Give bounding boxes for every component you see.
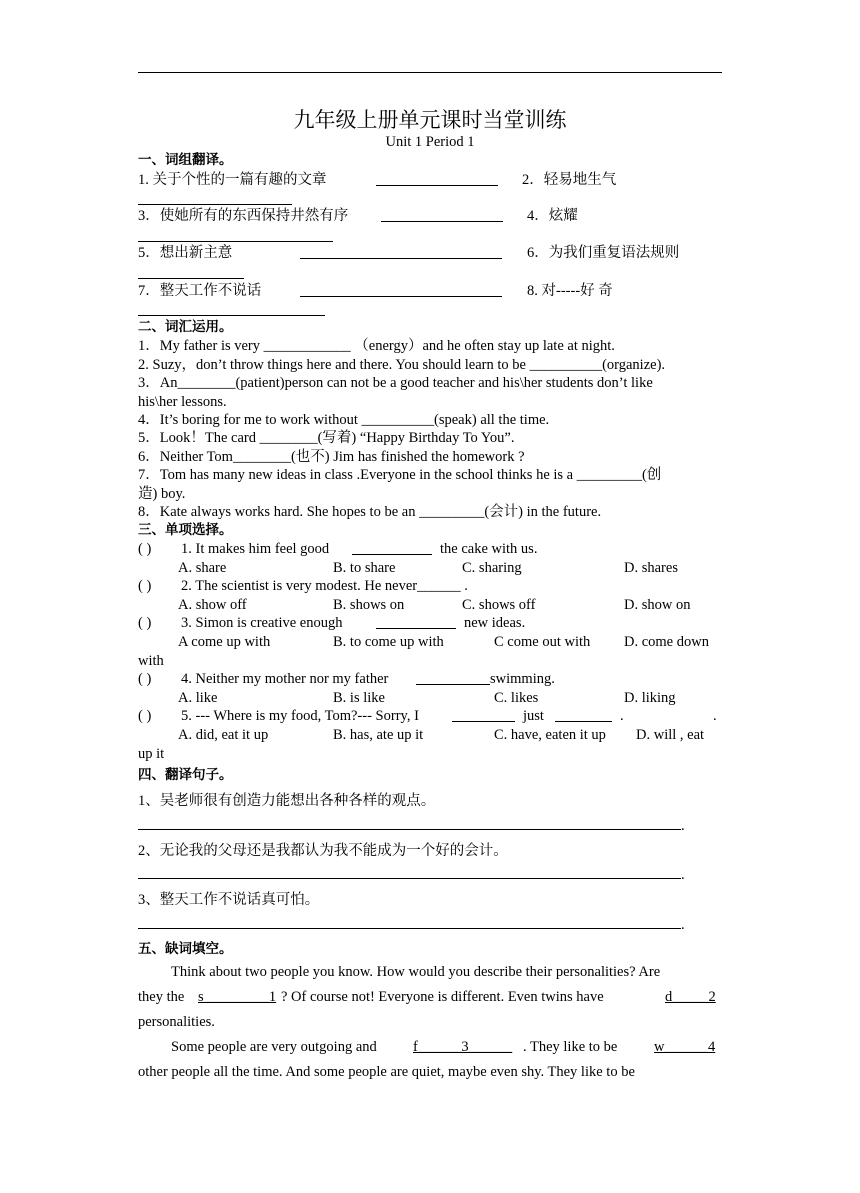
section5-heading: 五、缺词填空。 [138, 941, 233, 957]
answer-paren[interactable]: ( ) [138, 578, 152, 594]
cloze-blank-4[interactable]: w______4 [654, 1039, 716, 1055]
translate-answer-line-2[interactable] [138, 878, 681, 879]
option-c[interactable]: C. likes [494, 690, 539, 706]
answer-paren[interactable]: ( ) [138, 541, 152, 557]
section4-heading: 四、翻译句子。 [138, 767, 233, 783]
option-b[interactable]: B. shows on [333, 597, 405, 613]
translate-item-2: 2、无论我的父母还是我都认为我不能成为一个好的会计。 [138, 843, 508, 859]
page-title: 九年级上册单元课时当堂训练 [293, 108, 567, 132]
question-stem: 2. The scientist is very modest. He never______ . [181, 578, 468, 594]
option-d[interactable]: D. show on [624, 597, 691, 613]
vocab-line: 7．Tom has many new ideas in class .Everyone in the school thinks he is a _________(创 [138, 467, 662, 483]
question-stem: 4. Neither my mother nor my father [181, 671, 389, 687]
answer-blank-3[interactable] [381, 207, 503, 222]
vocab-line: 3．An________(patient)person can not be a good teacher and his\her students don’t like [138, 375, 653, 391]
question-stem: 1. It makes him feel good [181, 541, 330, 557]
option-b[interactable]: B. to share [333, 560, 396, 576]
answer-blank-6[interactable] [138, 264, 244, 279]
translate-answer-line-3[interactable] [138, 928, 681, 929]
cloze-line: other people all the time. And some people are quiet, maybe even shy. They like to be [138, 1064, 635, 1080]
vocab-line: 5．Look！The card ________(写着) “Happy Birthday To You”. [138, 430, 515, 446]
question-stem: 5. --- Where is my food, Tom?--- Sorry, I [181, 708, 419, 724]
question-blank [416, 670, 490, 685]
vocab-line: 1．My father is very ____________ （energy）and he often stay up late at night. [138, 338, 615, 354]
question-stem: . [620, 708, 624, 724]
option-d[interactable]: D. liking [624, 690, 676, 706]
line-end-period: . [681, 818, 685, 834]
cloze-blank-3[interactable]: f______3______ [413, 1039, 513, 1055]
option-a[interactable]: A come up with [178, 634, 271, 650]
vocab-line: his\her lessons. [138, 394, 227, 410]
question-stem: just [523, 708, 544, 724]
answer-blank-4[interactable] [138, 227, 333, 242]
answer-blank-8[interactable] [138, 301, 325, 316]
translate-item-1: 1、吴老师很有创造力能想出各种各样的观点。 [138, 793, 436, 809]
answer-paren[interactable]: ( ) [138, 615, 152, 631]
header-rule [138, 72, 722, 73]
section3-heading: 三、单项选择。 [138, 522, 233, 538]
question-stem: 3. Simon is creative enough [181, 615, 343, 631]
option-c[interactable]: C. sharing [462, 560, 522, 576]
cloze-text: Some people are very outgoing and [171, 1039, 377, 1055]
cloze-text: personalities. [138, 1014, 215, 1030]
option-wrap: with [138, 653, 164, 669]
cloze-blank-2[interactable]: d_____2 [665, 989, 716, 1005]
line-end-period: . [681, 917, 685, 933]
question-stem: the cake with us. [440, 541, 538, 557]
section1-heading: 一、词组翻译。 [138, 152, 233, 168]
vocab-line: 2. Suzy，don’t throw things here and there. You should learn to be __________(organize). [138, 357, 666, 373]
vocab-line: 8．Kate always works hard. She hopes to be an _________(会计) in the future. [138, 504, 602, 520]
option-b[interactable]: B. has, ate up it [333, 727, 424, 743]
phrase-item-1: 1. 关于个性的一篇有趣的文章 [138, 172, 327, 188]
answer-blank-7[interactable] [300, 282, 502, 297]
answer-blank-5[interactable] [300, 244, 502, 259]
answer-paren[interactable]: ( ) [138, 708, 152, 724]
translate-item-3: 3、整天工作不说话真可怕。 [138, 892, 320, 908]
vocab-line: 6．Neither Tom________(也不) Jim has finished the homework ? [138, 449, 525, 465]
cloze-text: they the [138, 989, 185, 1005]
answer-blank-1[interactable] [376, 171, 498, 186]
answer-blank-2[interactable] [138, 190, 292, 205]
question-stem: . [713, 708, 717, 724]
option-c[interactable]: C. shows off [462, 597, 536, 613]
section2-heading: 二、词汇运用。 [138, 319, 233, 335]
option-c[interactable]: C. have, eaten it up [494, 727, 606, 743]
answer-paren[interactable]: ( ) [138, 671, 152, 687]
option-c[interactable]: C come out with [494, 634, 591, 650]
vocab-line: 造) boy. [138, 486, 186, 502]
phrase-item-6: 6．为我们重复语法规则 [527, 245, 680, 261]
line-end-period: . [681, 867, 685, 883]
option-d[interactable]: D. will , eat [636, 727, 705, 743]
option-d[interactable]: D. shares [624, 560, 678, 576]
cloze-blank-1[interactable]: s_________1 [198, 989, 277, 1005]
page-subtitle: Unit 1 Period 1 [385, 134, 475, 150]
question-blank [555, 707, 612, 722]
option-a[interactable]: A. share [178, 560, 227, 576]
option-b[interactable]: B. to come up with [333, 634, 444, 650]
option-a[interactable]: A. show off [178, 597, 247, 613]
phrase-item-5: 5．想出新主意 [138, 245, 233, 261]
question-blank [452, 707, 515, 722]
vocab-line: 4．It’s boring for me to work without __________(speak) all the time. [138, 412, 550, 428]
phrase-item-3: 3．使她所有的东西保持井然有序 [138, 208, 349, 224]
option-b[interactable]: B. is like [333, 690, 385, 706]
phrase-item-8: 8. 对-----好 奇 [527, 283, 613, 299]
option-wrap: up it [138, 746, 165, 762]
phrase-item-2: 2．轻易地生气 [522, 172, 617, 188]
cloze-text: . They like to be [523, 1039, 618, 1055]
cloze-line: Think about two people you know. How would you describe their personalities? Are [171, 964, 661, 980]
question-blank [352, 540, 432, 555]
question-blank [376, 614, 456, 629]
option-a[interactable]: A. like [178, 690, 218, 706]
option-d[interactable]: D. come down [624, 634, 709, 650]
question-stem: new ideas. [464, 615, 526, 631]
phrase-item-7: 7．整天工作不说话 [138, 283, 262, 299]
translate-answer-line-1[interactable] [138, 829, 681, 830]
phrase-item-4: 4．炫耀 [527, 208, 578, 224]
option-a[interactable]: A. did, eat it up [178, 727, 269, 743]
question-stem: swimming. [490, 671, 555, 687]
cloze-text: ? Of course not! Everyone is different. Even twins have [281, 989, 604, 1005]
